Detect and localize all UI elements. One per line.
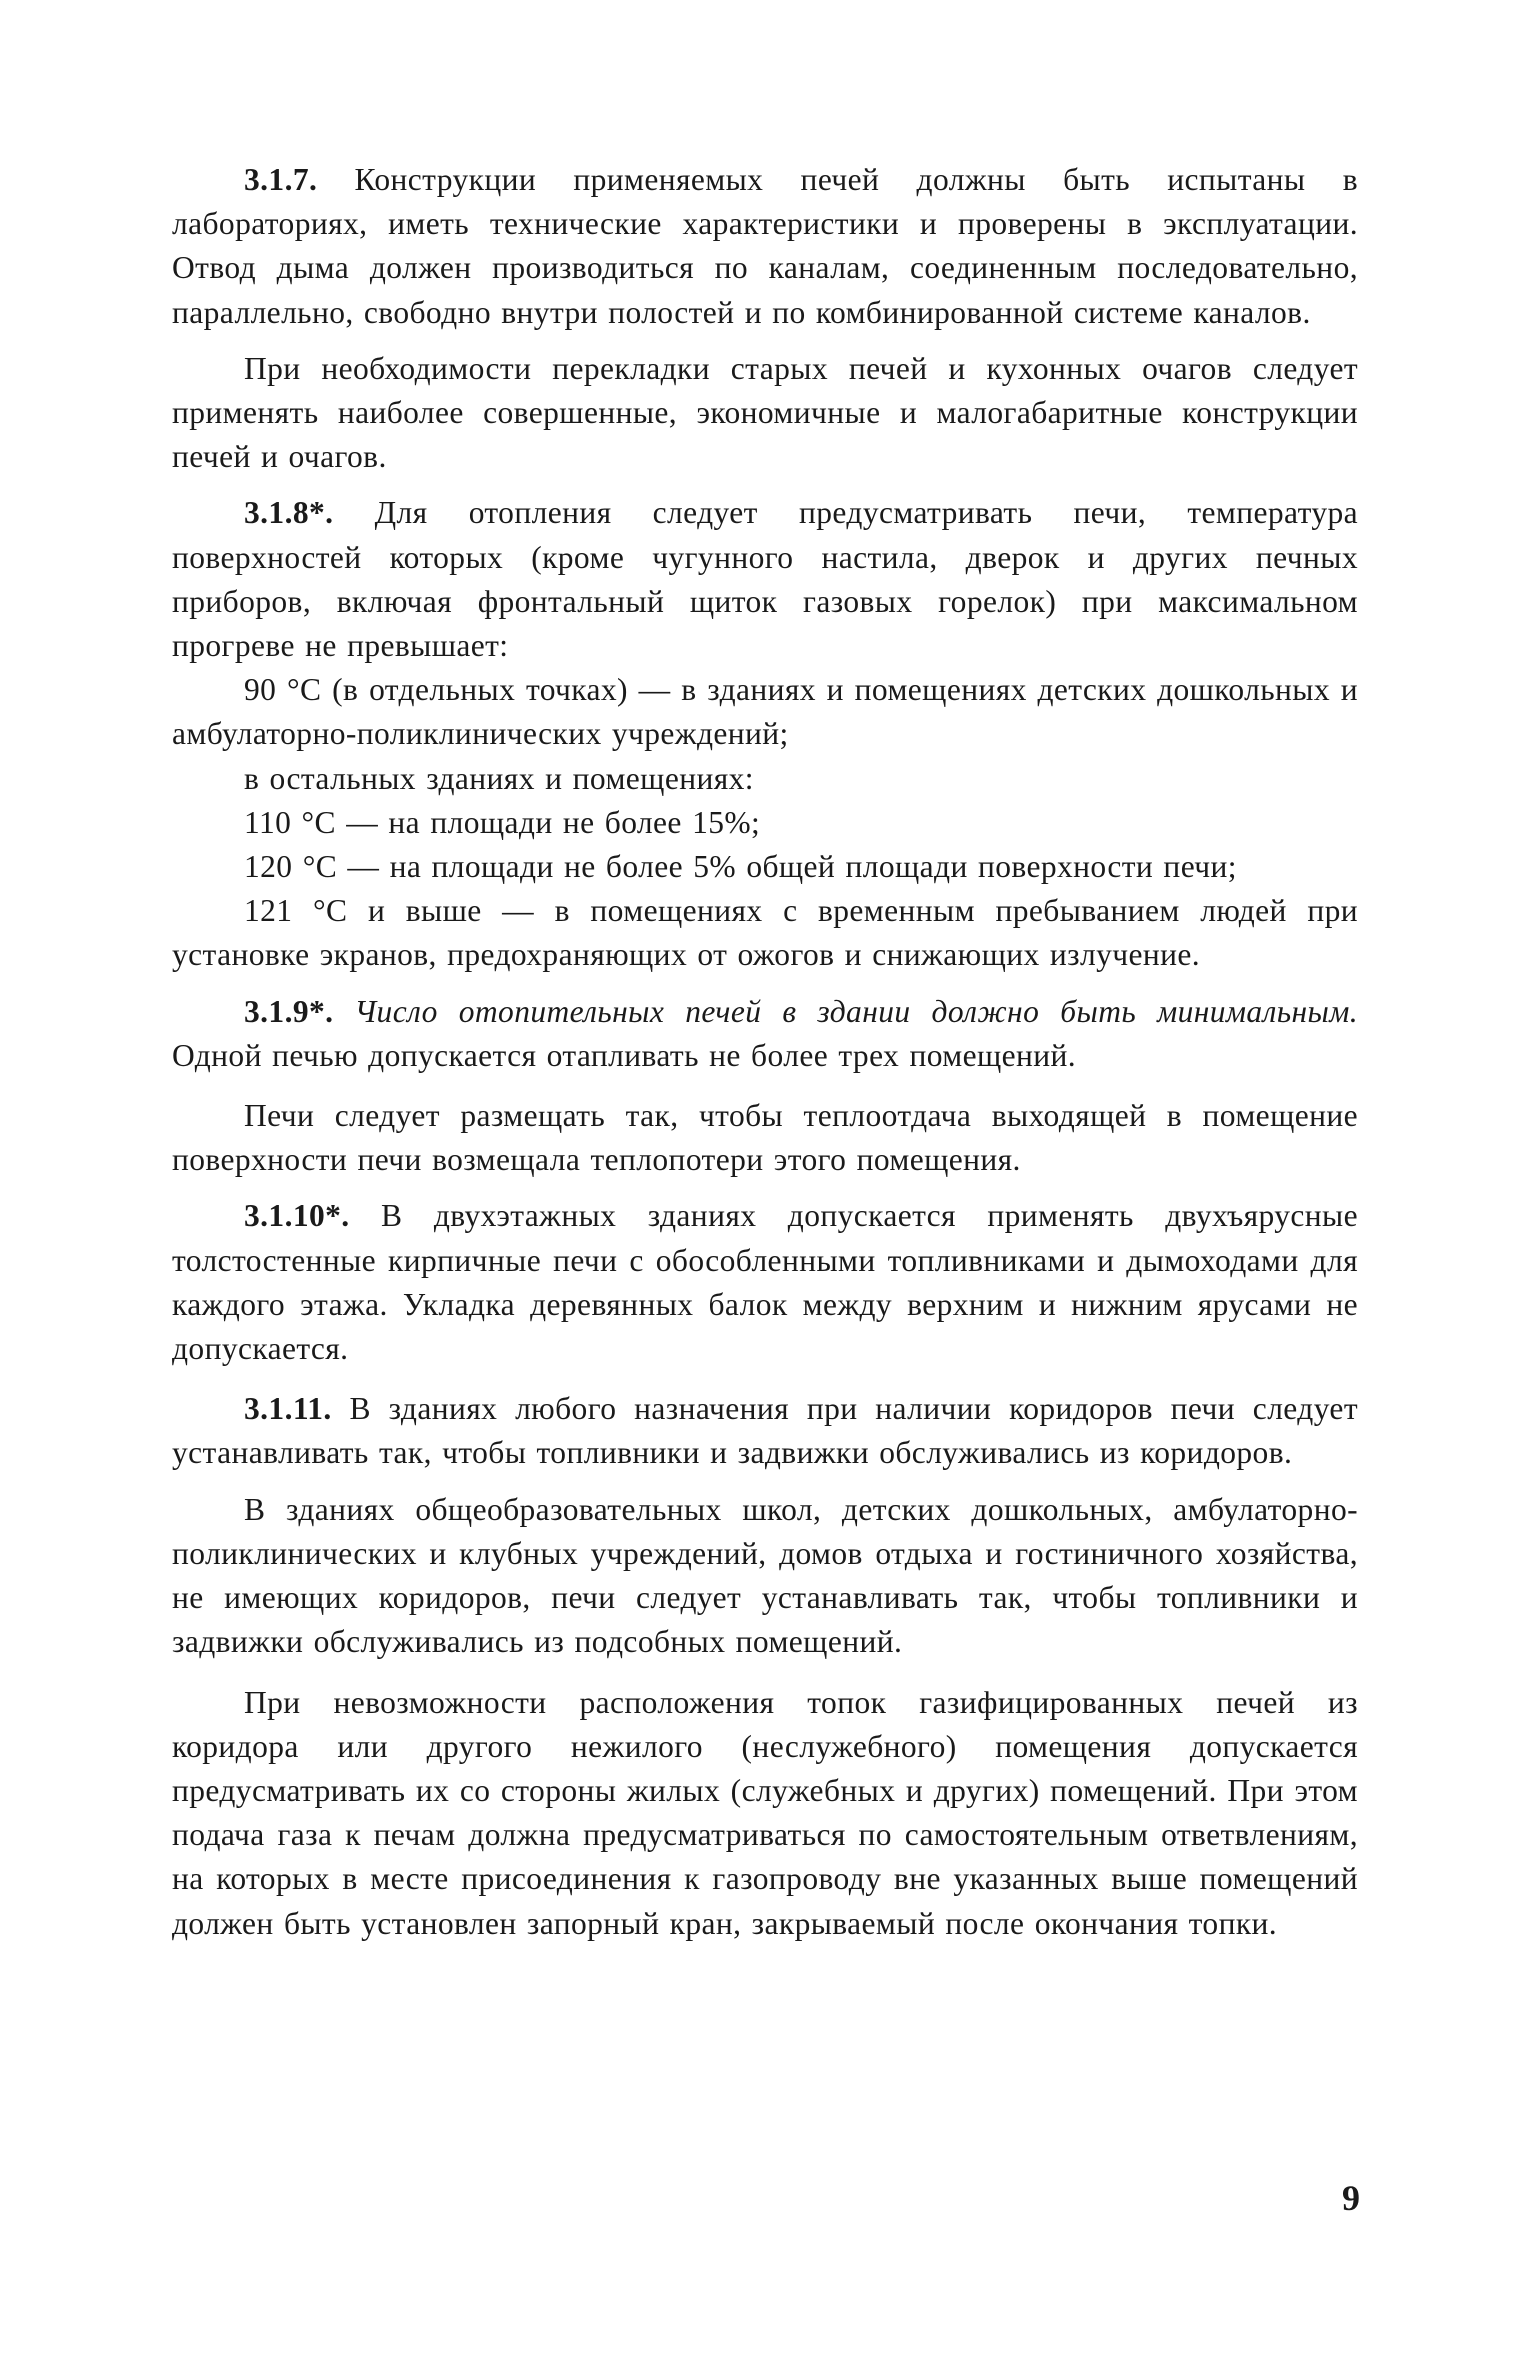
paragraph-3-1-9: [172, 990, 1358, 1078]
clause-number-3-1-8: 3.1.8*.: [244, 495, 334, 531]
paragraph-3-1-8: [172, 491, 1358, 668]
paragraph-old-stoves: При необходимости перекладки старых печей и кухонных очагов следует применять наиболее совершенные, экономичные и малогабаритные конструкции печей и очагов.: [172, 350, 1358, 475]
page-number: 9: [1342, 2178, 1360, 2218]
paragraph-3-1-11: [172, 1387, 1358, 1475]
clause-number-3-1-11: 3.1.11.: [244, 1391, 332, 1427]
paragraph-3-1-7-text: Конструкции применяемых печей должны быть испытаны в лабораториях, иметь технические характеристики и проверены в эксплуатации. Отвод дыма должен производиться по каналам, соединенным последовательно, параллельно, свободно внутри полостей и по комбинированной системе каналов.: [172, 162, 1358, 330]
clause-number-3-1-7: 3.1.7.: [244, 162, 318, 197]
paragraph-3-1-9-text: Одной печью допускается отапливать не более трех помещений.: [172, 1037, 1077, 1073]
paragraph-3-1-7: [172, 158, 1358, 335]
document-body: [172, 158, 1358, 1946]
paragraph-temp-90: 90 °С (в отдельных точках) — в зданиях и помещениях детских дошкольных и амбулаторно-поликлинических учреждений;: [172, 672, 1358, 752]
paragraph-temp-110: 110 °С — на площади не более 15%;: [244, 804, 761, 840]
clause-number-3-1-9: 3.1.9*.: [244, 993, 334, 1029]
paragraph-3-1-10: [172, 1194, 1358, 1371]
clause-number-3-1-10: 3.1.10*.: [244, 1198, 350, 1234]
paragraph-other-buildings: в остальных зданиях и помещениях:: [244, 760, 754, 796]
paragraph-3-1-8-text: Для отопления следует предусматривать печи, температура поверхностей которых (кроме чугунного настила, дверок и других печных приборов, включая фронтальный щиток газовых горелок) при максимальном прогреве не превышает:: [172, 495, 1358, 664]
paragraph-3-1-10-text: В двухэтажных зданиях допускается применять двухъярусные толстостенные кирпичные печи с обособленными топливниками и дымоходами для каждого этажа. Укладка деревянных балок между верхним и нижним ярусами не допускается.: [172, 1198, 1358, 1367]
paragraph-schools: В зданиях общеобразовательных школ, детских дошкольных, амбулаторно-поликлинических и клубных учреждений, домов отдыха и гостиничного хозяйства, не имеющих коридоров, печи следует устанавливать так, чтобы топливники и задвижки обслуживались из подсобных помещений.: [172, 1491, 1358, 1660]
paragraph-stove-placement: Печи следует размещать так, чтобы теплоотдача выходящей в помещение поверхности печи возмещала теплопотери этого помещения.: [172, 1098, 1358, 1178]
paragraph-temp-121: 121 °С и выше — в помещениях с временным пребыванием людей при установке экранов, предохраняющих от ожогов и снижающих излучение.: [172, 893, 1358, 973]
paragraph-gas-stoves: При невозможности расположения топок газифицированных печей из коридора или другого нежилого (неслужебного) помещения допускается предусматривать их со стороны жилых (служебных и других) помещений. При этом подача газа к печам должна предусматриваться по самостоятельным ответвлениям, на которых в месте присоединения к газопроводу вне указанных выше помещений должен быть установлен запорный кран, закрываемый после окончания топки.: [172, 1684, 1358, 1941]
paragraph-3-1-9-italic: Число отопительных печей в здании должно быть минимальным.: [354, 993, 1358, 1029]
paragraph-3-1-11-text: В зданиях любого назначения при наличии коридоров печи следует устанавливать так, чтобы топливники и задвижки обслуживались из коридоров.: [172, 1391, 1358, 1471]
paragraph-temp-120: 120 °С — на площади не более 5% общей площади поверхности печи;: [244, 849, 1237, 885]
